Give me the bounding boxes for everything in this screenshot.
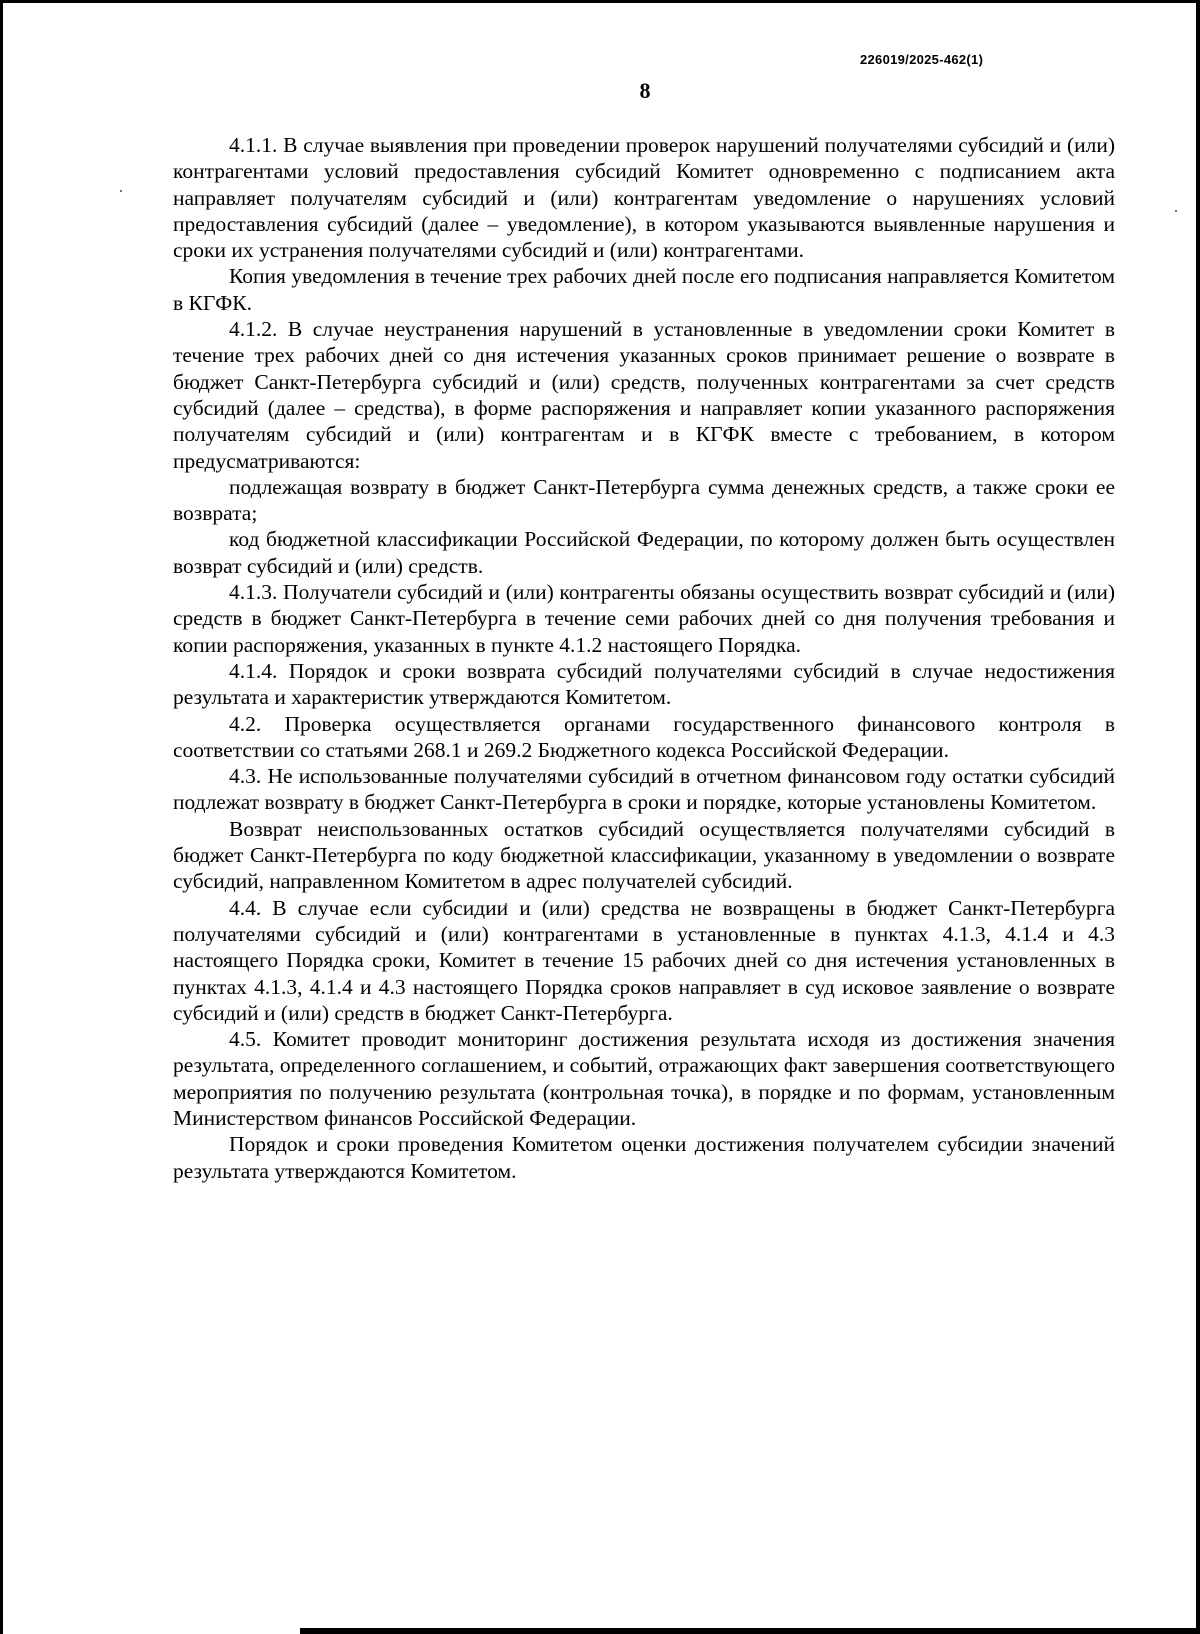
scan-speck — [120, 190, 122, 192]
paragraph-budget-code: код бюджетной классификации Российской Федерации, по которому должен быть осуществлен возврат субсидий и (или) средств. — [173, 527, 1115, 578]
paragraph-notice-copy: Копия уведомления в течение трех рабочих дней после его подписания направляется Комитетом в КГФК. — [173, 264, 1115, 315]
paragraph-4-2: 4.2. Проверка осуществляется органами государственного финансового контроля в соответствии со статьями 268.1 и 269.2 Бюджетного кодекса Российской Федерации. — [173, 711, 1115, 762]
scan-edge-right — [1196, 0, 1200, 1634]
scan-speck — [1175, 210, 1177, 212]
paragraph-4-1-3: 4.1.3. Получатели субсидий и (или) контрагенты обязаны осуществить возврат субсидий и (или) средств в бюджет Санкт-Петербурга в течение семи рабочих дней со дня получения требования и копии распоряжения, указанных в пункте 4.1.2 настоящего Порядка. — [173, 580, 1115, 657]
page-number: 8 — [639, 78, 651, 103]
paragraph-unused-remainder: Возврат неиспользованных остатков субсидий осуществляется получателями субсидий в бюджет Санкт-Петербурга по коду бюджетной классификации, указанному в уведомлении о возврате субсидий, направленном Комитетом в адрес получателей субсидий. — [173, 816, 1115, 894]
paragraph-refund-amount: подлежащая возврату в бюджет Санкт-Петербурга сумма денежных средств, а также сроки ее возврата; — [173, 474, 1115, 526]
scan-edge-left — [0, 0, 3, 1634]
paragraph-4-1-4: 4.1.4. Порядок и сроки возврата субсидий получателями субсидий в случае недостижения результата и характеристик утверждаются Комитетом. — [173, 658, 1115, 710]
paragraph-4-4: 4.4. В случае если субсидии и (или) средства не возвращены в бюджет Санкт-Петербурга получателями субсидий и (или) контрагентами в установленные в пунктах 4.1.3, 4.1.4 и 4.3 настоящего Порядка сроки, Комитет в течение 15 рабочих дней со дня истечения установленных в пунктах 4.1.3, 4.1.4 и 4.3 настоящего Порядка сроков направляет в суд исковое заявление о возврате субсидий и (или) средств в бюджет Санкт-Петербурга. — [173, 895, 1115, 1025]
document-number: 226019/2025-462(1) — [860, 52, 984, 67]
document-body — [173, 132, 1115, 1184]
paragraph-evaluation: Порядок и сроки проведения Комитетом оценки достижения получателем субсидии значений результата утверждаются Комитетом. — [173, 1132, 1115, 1183]
paragraph-4-5: 4.5. Комитет проводит мониторинг достижения результата исходя из достижения значения результата, определенного соглашением, и событий, отражающих факт завершения соответствующего мероприятия по получению результата (контрольная точка), в порядке и по формам, установленным Министерством финансов Российской Федерации. — [173, 1027, 1115, 1130]
paragraph-4-1-2: 4.1.2. В случае неустранения нарушений в установленные в уведомлении сроки Комитет в течение трех рабочих дней со дня истечения указанных сроков принимает решение о возврате в бюджет Санкт-Петербурга субсидий и (или) средств, полученных контрагентами за счет средств субсидий (далее – средства), в форме распоряжения и направляет копии указанного распоряжения получателям субсидий и (или) контрагентам и в КГФК вместе с требованием, в котором предусматриваются: — [173, 317, 1115, 473]
scan-edge-top — [0, 0, 1200, 3]
paragraph-4-1-1: 4.1.1. В случае выявления при проведении проверок нарушений получателями субсидий и (или) контрагентами условий предоставления субсидий Комитет одновременно с подписанием акта направляет получателям субсидий и (или) контрагентам уведомление о нарушениях условий предоставления субсидий (далее – уведомление), в котором указываются выявленные нарушения и сроки их устранения получателями субсидий и (или) контрагентами. — [173, 133, 1115, 263]
paragraph-4-3: 4.3. Не использованные получателями субсидий в отчетном финансовом году остатки субсидий подлежат возврату в бюджет Санкт-Петербурга в сроки и порядке, которые установлены Комитетом. — [173, 764, 1115, 815]
scan-edge-bottom — [300, 1628, 1200, 1634]
